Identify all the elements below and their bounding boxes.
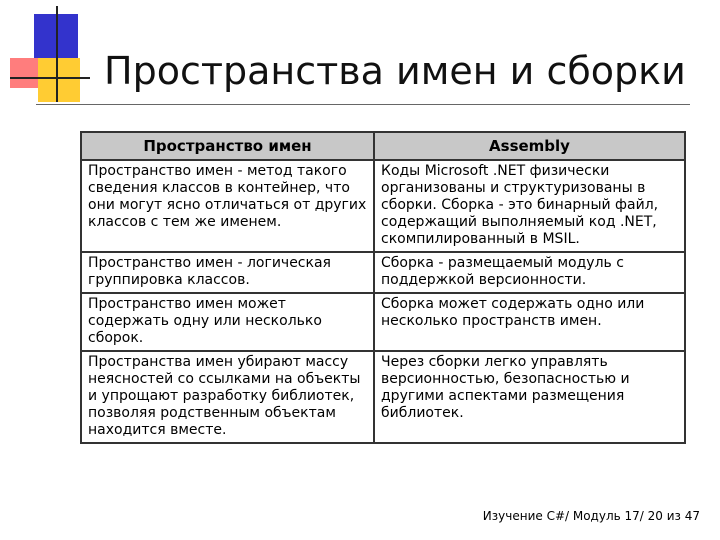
cell-namespace: Пространства имен убирают массу неясностей со ссылками на объекты и упрощают разработку библиотек, позволяя родственным объектам находится вместе. — [81, 351, 374, 443]
cell-namespace: Пространство имен может содержать одну или несколько сборок. — [81, 293, 374, 351]
table-row — [81, 293, 685, 351]
decor-red-square — [10, 58, 40, 88]
header-assembly: Assembly — [374, 132, 685, 160]
cell-assembly: Сборка может содержать одно или несколько пространств имен. — [374, 293, 685, 351]
cell-assembly: Через сборки легко управлять версионностью, безопасностью и другими аспектами размещения библиотек. — [374, 351, 685, 443]
decor-horizontal-line — [10, 77, 90, 79]
title-divider — [36, 104, 690, 105]
table-row — [81, 252, 685, 293]
table-row — [81, 160, 685, 252]
table-row — [81, 351, 685, 443]
header-namespace: Пространство имен — [81, 132, 374, 160]
decor-yellow-square — [38, 58, 80, 102]
slide-footer: Изучение С#/ Модуль 17/ 20 из 47 — [482, 509, 700, 523]
slide-title: Пространства имен и сборки — [104, 49, 686, 93]
cell-namespace: Пространство имен - логическая группировка классов. — [81, 252, 374, 293]
cell-assembly: Коды Microsoft .NET физически организованы и структуризованы в сборки. Сборка - это бинарный файл, содержащий выполняемый код .NET, скомпилированный в MSIL. — [374, 160, 685, 252]
cell-namespace: Пространство имен - метод такого сведения классов в контейнер, что они могут ясно отличаться от других классов с тем же именем. — [81, 160, 374, 252]
decor-vertical-line — [56, 6, 58, 102]
cell-assembly: Сборка - размещаемый модуль с поддержкой версионности. — [374, 252, 685, 293]
comparison-table — [80, 131, 686, 444]
table-header-row — [81, 132, 685, 160]
